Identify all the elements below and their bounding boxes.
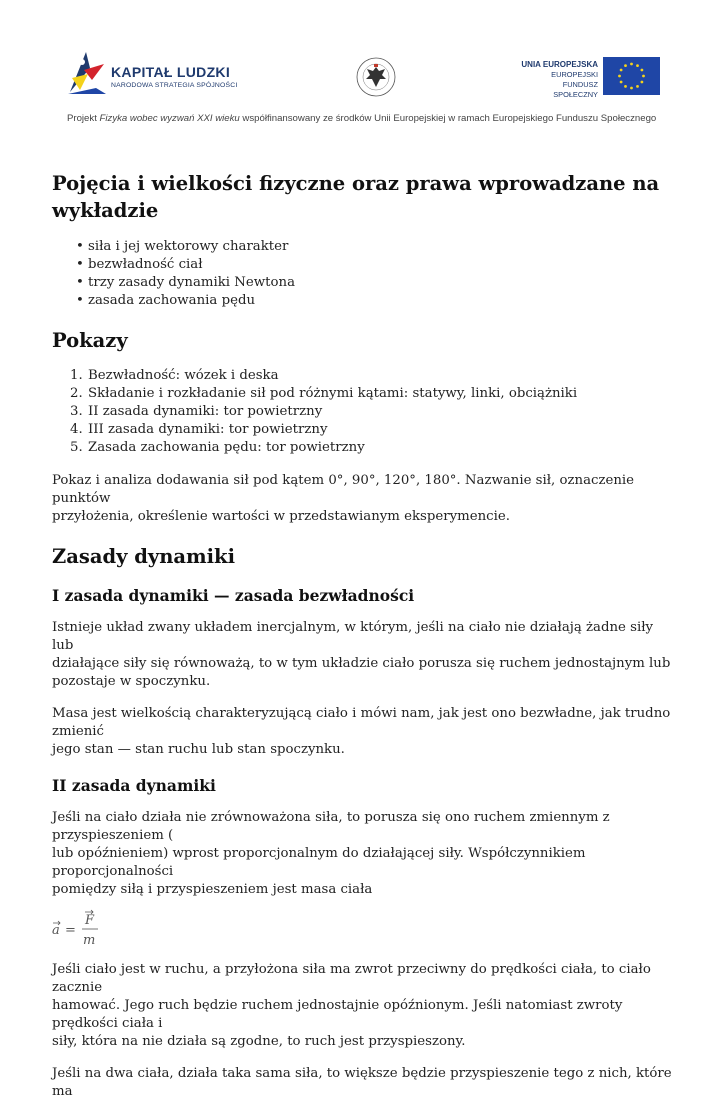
paragraph-line: lub opóźnieniem) wprost proporcjonalnym do działającej siły. Współczynnikiem proporcjonalności (52, 846, 586, 879)
list-item (52, 439, 674, 457)
eu-line3: FUNDUSZ SPOŁECZNY (553, 80, 598, 99)
eu-flag-icon (603, 57, 660, 95)
eu-line2: EUROPEJSKI (551, 70, 598, 79)
section-title-line2: wykładzie (52, 199, 159, 222)
kapital-ludzki-logo (66, 50, 236, 96)
section-title-line1: Pojęcia i wielkości fizyczne oraz prawa wprowadzane na (52, 172, 660, 195)
eu-title: UNIA EUROPEJSKA (521, 60, 598, 69)
list-text: II zasada dynamiki: tor powietrzny (88, 404, 323, 419)
list-number: 3. (70, 404, 83, 419)
list-item: • siła i jej wektorowy charakter (52, 238, 674, 256)
eu-flag-logo (603, 57, 660, 95)
list-number: 5. (70, 440, 83, 455)
concepts-list (52, 238, 674, 310)
braking-paragraph (52, 961, 674, 1051)
list-item: • trzy zasady dynamiki Newtona (52, 274, 674, 292)
paragraph-line: jego stan — stan ruchu lub stan spoczynku. (52, 742, 345, 757)
subsection-title-second-law: II zasada dynamiki (52, 776, 216, 795)
list-text: III zasada dynamiki: tor powietrzny (88, 422, 328, 437)
section-title-concepts (52, 170, 674, 224)
paragraph-line: hamować. Jego ruch będzie ruchem jednostajnie opóźnionym. Jeśli natomiast zwroty prędkości ciała i (52, 998, 623, 1031)
formula-graphic (52, 907, 112, 949)
two-bodies-paragraph (52, 1065, 674, 1101)
second-law-paragraph (52, 809, 674, 899)
demos-list (52, 367, 674, 457)
first-law-paragraph (52, 619, 674, 691)
paragraph-line: działające siły się równoważą, to w tym układzie ciało porusza się ruchem jednostajnym lub (52, 656, 671, 671)
project-prefix: Projekt (67, 113, 100, 124)
document-body (52, 170, 674, 1101)
list-number: 1. (70, 368, 83, 383)
project-funding-line (67, 113, 667, 124)
list-number: 2. (70, 386, 83, 401)
formula-lhs: a (52, 923, 60, 938)
demos-paragraph (52, 472, 674, 526)
section-title-dynamics: Zasady dynamiki (52, 545, 235, 568)
list-item: • zasada zachowania pędu (52, 292, 674, 310)
page-header (0, 0, 725, 135)
list-text: Zasada zachowania pędu: tor powietrzny (88, 440, 365, 455)
list-number: 4. (70, 422, 83, 437)
kapital-ludzki-subtitle: NARODOWA STRATEGIA SPÓJNOŚCI (111, 82, 238, 89)
list-text: Bezwładność: wózek i deska (88, 368, 279, 383)
list-item (52, 385, 674, 403)
paragraph-line: Istnieje układ zwany układem inercjalnym, w którym, jeśli na ciało nie działają żadne siły lub (52, 620, 654, 653)
project-title: Fizyka wobec wyzwań XXI wieku (99, 113, 240, 124)
formula-numerator: F (85, 913, 95, 928)
paragraph-line: Masa jest wielkością charakteryzującą ciało i mówi nam, jak jest ono bezwładne, jak trudno zmienić (52, 706, 671, 739)
paragraph-line: pomiędzy siłą i przyspieszeniem jest masa ciała (52, 882, 373, 897)
list-text: Składanie i rozkładanie sił pod różnymi kątami: statywy, linki, obciążniki (88, 386, 578, 401)
paragraph-line: Jeśli ciało jest w ruchu, a przyłożona siła ma zwrot przeciwny do prędkości ciała, to ciało zacznie (52, 962, 651, 995)
eagle-seal-icon (355, 56, 397, 98)
list-item: • bezwładność ciał (52, 256, 674, 274)
subsection-title-first-law: I zasada dynamiki — zasada bezwładności (52, 586, 415, 605)
kapital-ludzki-title: KAPITAŁ LUDZKI (111, 64, 231, 80)
kapital-ludzki-emblem-icon (66, 50, 110, 96)
paragraph-line: Pokaz i analiza dodawania sił pod kątem 0°, 90°, 120°, 180°. Nazwanie sił, oznaczenie punktów (52, 473, 635, 506)
section-title-demos: Pokazy (52, 329, 128, 352)
formula-equals: = (65, 923, 76, 938)
newton-second-law-formula (52, 907, 674, 949)
project-suffix: współfinansowany ze środków Unii Europejskiej w ramach Europejskiego Funduszu Społecznego (239, 113, 657, 124)
paragraph-line: Jeśli na dwa ciała, działa taka sama siła, to większe będzie przyspieszenie tego z nich, które ma (52, 1066, 672, 1099)
list-item (52, 367, 674, 385)
paragraph-line: przyłożenia, określenie wartości w przedstawianym eksperymencie. (52, 509, 510, 524)
paragraph-line: Jeśli na ciało działa nie zrównoważona siła, to porusza się ono ruchem zmiennym z przyspieszeniem ( (52, 810, 610, 843)
university-seal-logo (355, 56, 397, 98)
mass-paragraph (52, 705, 674, 759)
paragraph-line: pozostaje w spoczynku. (52, 674, 211, 689)
list-item (52, 403, 674, 421)
list-item (52, 421, 674, 439)
formula-denominator: m (83, 933, 96, 948)
paragraph-line: siły, która na nie działa są zgodne, to ruch jest przyspieszony. (52, 1034, 466, 1049)
eu-label (520, 60, 598, 100)
